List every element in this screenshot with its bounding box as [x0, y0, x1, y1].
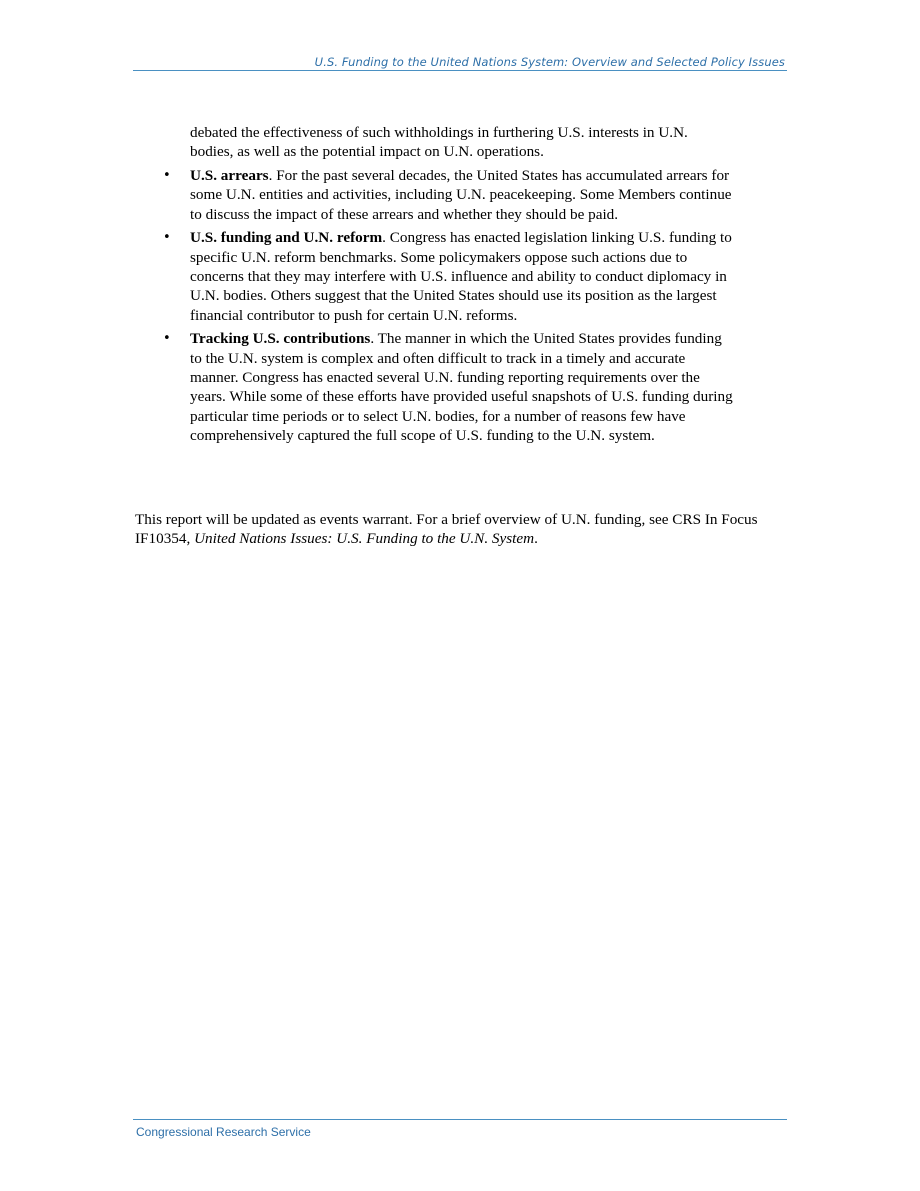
running-title: U.S. Funding to the United Nations System: Overview and Selected Policy Issues — [314, 55, 785, 69]
page-footer — [133, 1119, 787, 1141]
bullet-icon: • — [163, 168, 171, 183]
bullet-text: . Congress has enacted legislation linking U.S. funding to specific U.N. reform benchmarks. Some policymakers oppose such actions due to concerns that they may interfere with U.S. influence and ability to conduct diplomacy in U.N. bodies. Others suggest that the United States should use its position as the largest financial contributor to push for certain U.N. reforms. — [190, 229, 732, 324]
closing-report-title: United Nations Issues: U.S. Funding to the U.N. System — [194, 530, 535, 548]
closing-lead: This report will be updated as events warrant. For a brief overview of U.N. funding, see CRS In Focus IF10354, — [135, 511, 758, 548]
bullet-list — [163, 166, 735, 450]
bullet-text: . The manner in which the United States provides funding to the U.N. system is complex and often difficult to track in a timely and accurate manner. Congress has enacted several U.N. funding reporting requirements over the years. While some of these efforts have provided useful snapshots of U.S. funding during particular time periods or to select U.N. bodies, for a number of reasons few have comprehensively captured the full scope of U.S. funding to the U.N. system. — [190, 330, 733, 444]
continued-paragraph: debated the effectiveness of such withholdings in furthering U.S. interests in U.N. bodies, as well as the potential impact on U.N. operations. — [190, 124, 688, 161]
page-header — [133, 54, 787, 71]
closing-end: . — [534, 530, 538, 548]
bullet-text: . For the past several decades, the United States has accumulated arrears for some U.N. entities and activities, including U.N. peacekeeping. Some Members continue to discuss the impact of these arrears and whether they should be paid. — [190, 167, 732, 223]
footer-org: Congressional Research Service — [136, 1125, 311, 1139]
bullet-item-tracking — [163, 329, 735, 445]
bullet-term: U.S. funding and U.N. reform — [190, 229, 383, 247]
closing-paragraph — [135, 510, 785, 549]
bullet-item-arrears — [163, 166, 735, 224]
bullet-term: U.S. arrears — [190, 167, 269, 184]
bullet-icon: • — [163, 230, 171, 246]
bullet-item-reform — [163, 228, 735, 324]
bullet-term: Tracking U.S. contributions — [190, 330, 371, 348]
bullet-icon: • — [163, 331, 171, 347]
